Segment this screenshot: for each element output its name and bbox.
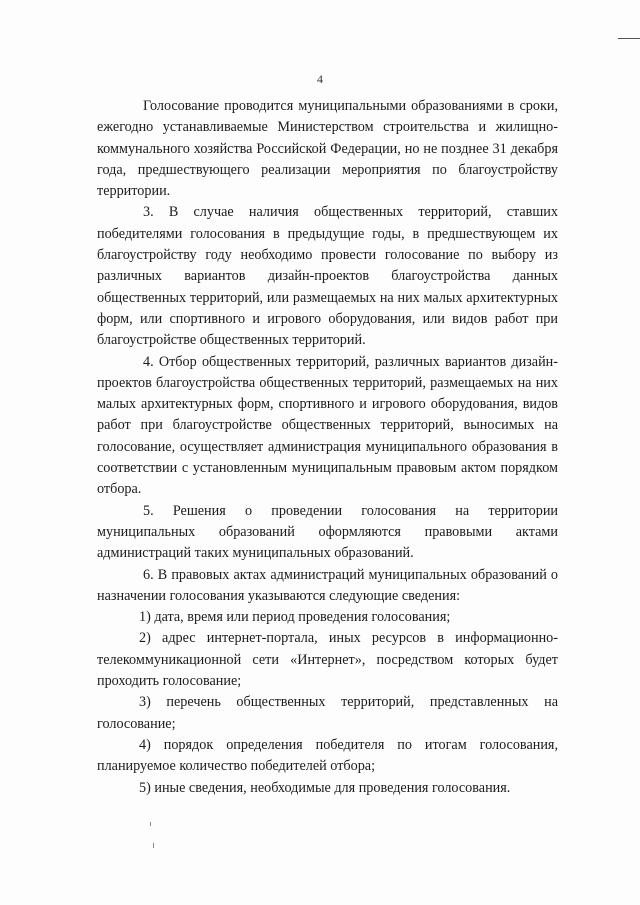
list-item-portal-address: 2) адрес интернет-портала, иных ресурсов в информационно-телекоммуникационной сети «Интернет», посредством которых будет проходить голосование; [97,630,558,690]
list-item-date: 1) дата, время или период проведения голосования; [139,609,451,626]
list-item-winner-procedure: 4) порядок определения победителя по итогам голосования, планируемое количество победителей отбора; [97,736,558,775]
paragraph-3-previous-winners: 3. В случае наличия общественных территорий, ставших победителями голосования в предыдущие годы, в предшествующем их благоустройству году необходимо провести голосование по выбору из различных вариантов дизайн-проектов благоустройства данных общественных территорий, или размещаемых на них малых архитектурных форм, или спортивного и игрового оборудования, или видов работ при благоустройстве общественных территорий. [97,204,558,349]
document-body [97,96,558,799]
scan-speck [150,822,151,826]
page-number: 4 [317,72,323,86]
paragraph-voting-timing: Голосование проводится муниципальными образованиями в сроки, ежегодно устанавливаемые Министерством строительства и жилищно-коммунального хозяйства Российской Федерации, но не позднее 31 декабря года, предшествующего реализации мероприятия по благоустройству территории. [97,98,558,200]
list-item-other-info: 5) иные сведения, необходимые для проведения голосования. [139,779,511,796]
list-item-territory-list: 3) перечень общественных территорий, представленных на голосование; [97,694,558,732]
paragraph-5-decisions: 5. Решения о проведении голосования на территории муниципальных образований оформляются правовыми актами администраций таких муниципальных образований. [97,502,558,562]
paragraph-6-legal-acts: 6. В правовых актах администраций муниципальных образований о назначении голосования указываются следующие сведения: [97,566,558,604]
scan-edge-mark [618,38,640,39]
scan-speck [153,843,154,848]
paragraph-4-selection: 4. Отбор общественных территорий, различных вариантов дизайн-проектов благоустройства общественных территорий, размещаемых на них малых архитектурных форм, спортивного и игрового оборудования, видов работ при благоустройстве общественных территорий, выносимых на голосование, осуществляет администрация муниципального образования в соответствии с установленным муниципальным правовым актом порядком отбора. [97,353,558,498]
